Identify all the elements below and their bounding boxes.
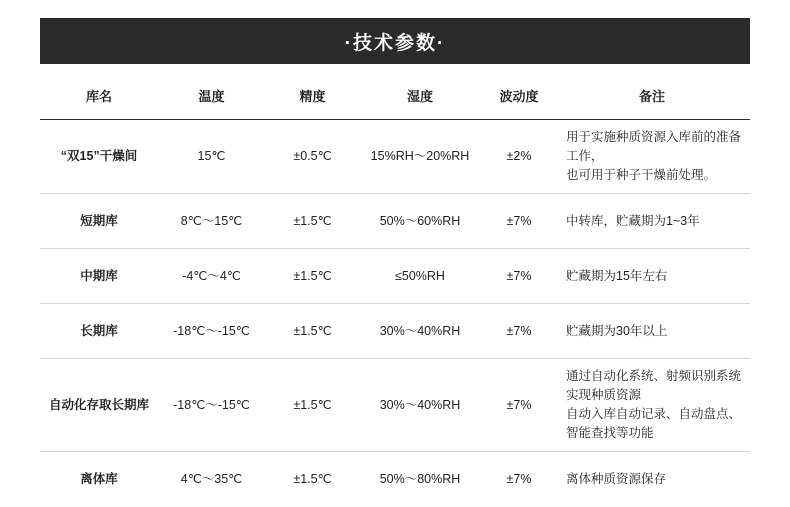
cell-name: 中期库: [80, 268, 118, 283]
cell-name: “双15”干燥间: [60, 149, 138, 163]
column-header-name: 库名: [85, 89, 112, 104]
cell-temperature: 8℃～15℃: [180, 213, 243, 228]
cell-fluctuation: ±2%: [506, 149, 532, 163]
cell-fluctuation: ±7%: [506, 213, 532, 228]
cell-remark-line: 贮藏期为15年左右: [566, 268, 668, 283]
cell-remark-line: 通过自动化系统、射频识别系统实现种质资源: [566, 369, 742, 402]
cell-remark: [558, 462, 750, 497]
cell-fluctuation: ±7%: [506, 323, 532, 338]
cell-humidity: 15%RH～20%RH: [370, 149, 470, 163]
column-header-temperature: 温度: [198, 89, 225, 104]
cell-precision: ±1.5℃: [293, 323, 332, 338]
cell-name: 自动化存取长期库: [48, 397, 149, 412]
cell-fluctuation: ±7%: [506, 268, 532, 283]
cell-remark-line: 用于实施种质资源入库前的准备工作，: [566, 130, 742, 163]
cell-humidity: 50%～60%RH: [379, 213, 461, 228]
cell-name: 长期库: [80, 323, 118, 338]
cell-precision: ±1.5℃: [293, 213, 332, 228]
cell-remark: [558, 359, 750, 451]
table-header-row: [40, 74, 750, 120]
table-row: [40, 304, 750, 359]
cell-name: 短期库: [80, 213, 118, 228]
column-header-precision: 精度: [299, 89, 326, 104]
cell-name: 离体库: [80, 472, 118, 486]
cell-remark: [558, 314, 750, 349]
cell-temperature: 4℃～35℃: [180, 472, 243, 486]
cell-precision: ±1.5℃: [293, 397, 332, 412]
cell-fluctuation: ±7%: [506, 472, 532, 486]
cell-remark-line: 中转库，贮藏期为1~3年: [566, 213, 700, 228]
table-row: [40, 452, 750, 507]
cell-precision: ±1.5℃: [293, 268, 332, 283]
cell-temperature: -18℃～-15℃: [173, 397, 250, 412]
cell-temperature: 15℃: [197, 149, 226, 163]
table-row: [40, 120, 750, 194]
cell-remark-line: 自动入库自动记录、自动盘点、智能查找等功能: [566, 407, 742, 440]
cell-fluctuation: ±7%: [506, 397, 532, 412]
cell-remark-line: 也可用于种子干燥前处理。: [566, 168, 717, 182]
title-bar: [40, 18, 750, 64]
cell-remark-line: 离体种质资源保存: [566, 472, 667, 486]
cell-humidity: 30%～40%RH: [379, 397, 461, 412]
table-row: [40, 194, 750, 249]
parameters-table: [40, 74, 750, 507]
cell-precision: ±0.5℃: [293, 149, 332, 163]
cell-humidity: 50%～80%RH: [379, 472, 461, 486]
cell-temperature: -18℃～-15℃: [173, 323, 250, 338]
cell-remark: [558, 120, 750, 193]
cell-humidity: 30%～40%RH: [379, 323, 461, 338]
table-row: [40, 359, 750, 452]
cell-precision: ±1.5℃: [293, 472, 332, 486]
cell-humidity: ≤50%RH: [395, 268, 445, 283]
cell-remark: [558, 204, 750, 239]
column-header-remark: 备注: [638, 89, 665, 104]
cell-remark: [558, 259, 750, 294]
table-row: [40, 249, 750, 304]
cell-remark-line: 贮藏期为30年以上: [566, 323, 668, 338]
column-header-fluctuation: 波动度: [499, 89, 539, 104]
cell-temperature: -4℃～4℃: [182, 268, 241, 283]
column-header-humidity: 湿度: [406, 89, 433, 104]
page-title: ·技术参数·: [344, 32, 446, 54]
